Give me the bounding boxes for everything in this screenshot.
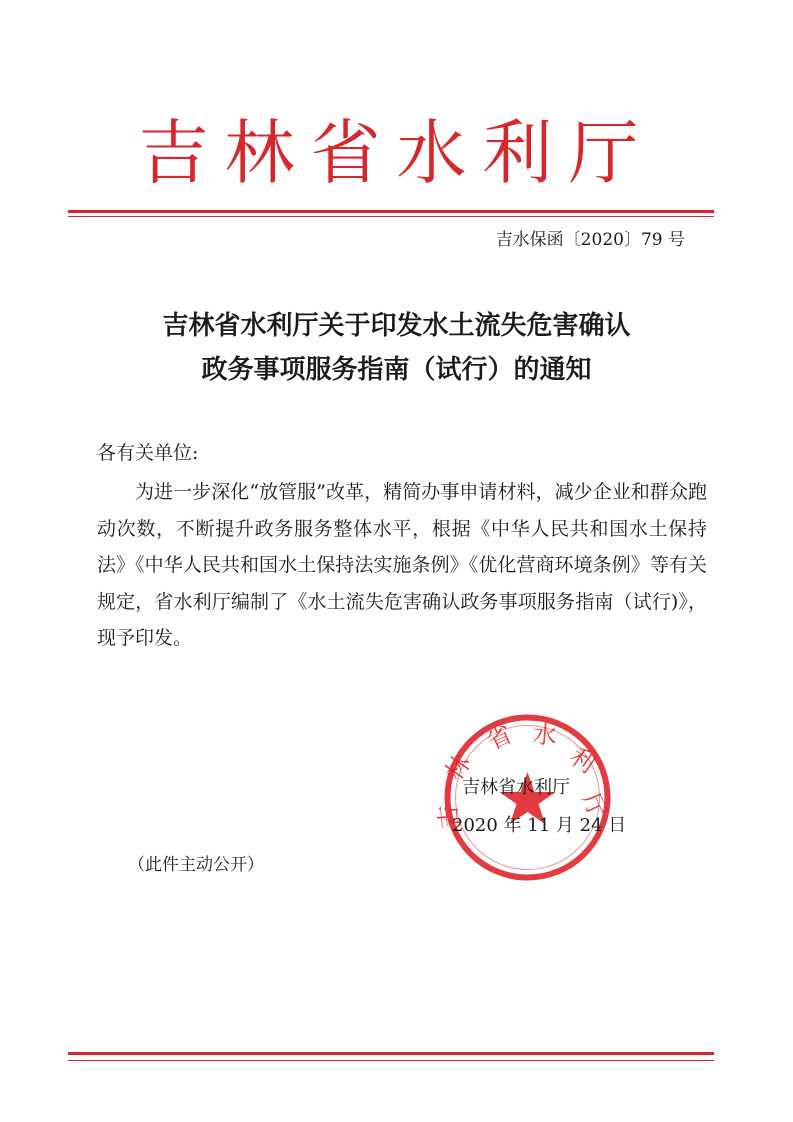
document-number: 吉水保函〔2020〕79 号 — [495, 230, 685, 250]
document-title-line-1: 吉林省水利厅关于印发水土流失危害确认 — [162, 311, 631, 341]
masthead-rule-thin — [68, 216, 714, 217]
footer-rule-thick — [68, 1052, 714, 1055]
svg-text:省: 省 — [482, 719, 517, 756]
masthead-title: 吉林省水利厅 — [138, 112, 655, 194]
body-paragraph: 为进一步深化“放管服”改革，精简办事申请材料，减少企业和群众跑动次数，不断提升政务服务整体水平，根据《中华人民共和国水土保持法》《中华人民共和国水土保持法实施条例》《优化营商环境条例》等有关规定，省水利厅编制了《水土流失危害确认政务事项服务指南（试行)》，现予印发。 — [97, 481, 707, 649]
signer-name: 吉林省水利厅 — [462, 777, 570, 798]
svg-text:吉: 吉 — [433, 803, 464, 830]
signature-date: 2020 年 11 月 24 日 — [452, 815, 627, 836]
footer-rule-thin — [68, 1060, 714, 1061]
masthead-rule-thick — [68, 210, 714, 213]
svg-text:水: 水 — [531, 720, 558, 751]
salutation: 各有关单位: — [97, 442, 199, 464]
svg-text:厅: 厅 — [576, 788, 613, 823]
svg-text:利: 利 — [564, 741, 601, 779]
document-title-line-2: 政务事项服务指南（试行）的通知 — [201, 355, 592, 385]
svg-text:林: 林 — [439, 749, 477, 786]
disclosure-note: （此件主动公开） — [128, 855, 264, 875]
